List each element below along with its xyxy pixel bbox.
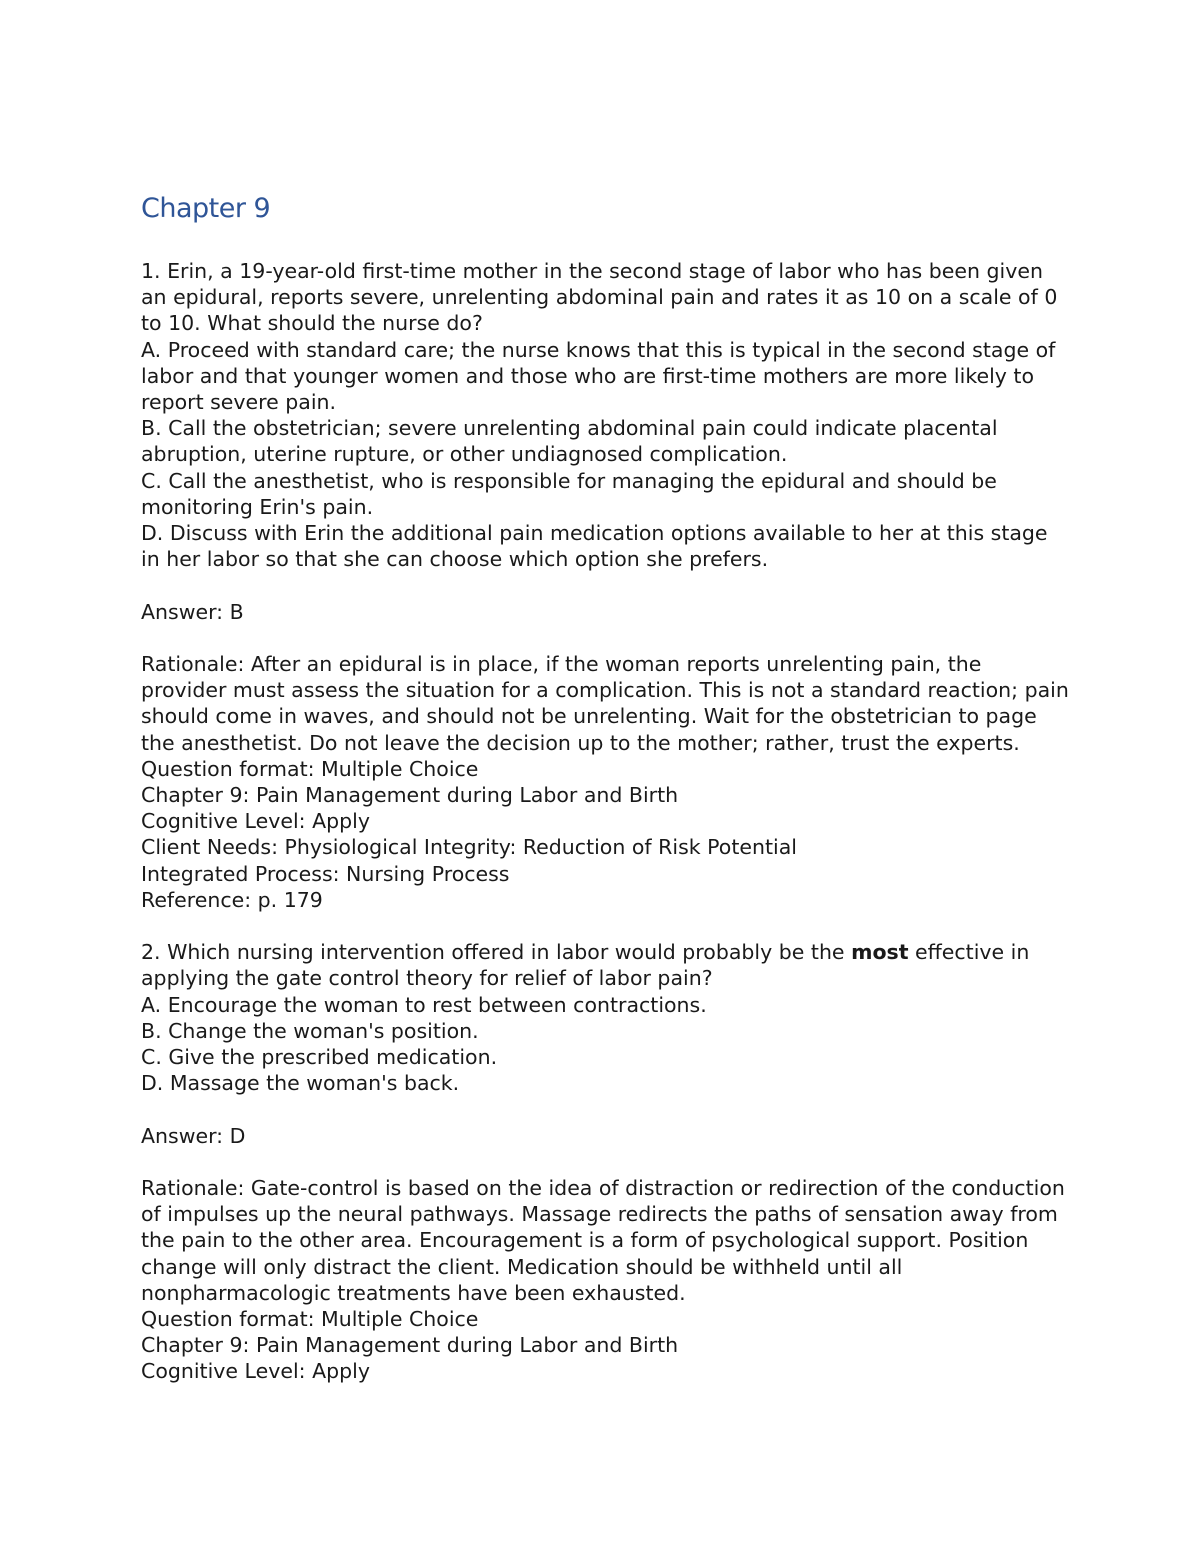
question-2-stem-emphasis: most <box>851 940 909 965</box>
question-1-reference: Reference: p. 179 <box>141 887 323 912</box>
question-2-cognitive-level: Cognitive Level: Apply <box>141 1359 370 1384</box>
question-2 <box>141 939 1071 1384</box>
question-2-answer: Answer: D <box>141 1123 246 1148</box>
question-2-stem-start: 2. Which nursing intervention offered in labor would probably be the <box>141 940 852 965</box>
question-2-option-c: C. Give the prescribed medication. <box>141 1045 498 1070</box>
question-2-option-d: D. Massage the woman's back. <box>141 1071 460 1096</box>
question-2-option-b: B. Change the woman's position. <box>141 1018 479 1043</box>
question-2-stem <box>141 939 1071 991</box>
document-page <box>141 190 1071 1385</box>
question-2-chapter: Chapter 9: Pain Management during Labor and Birth <box>141 1333 679 1358</box>
question-1-rationale: Rationale: After an epidural is in place, if the woman reports unrelenting pain, the provider must assess the situation for a complication. This is not a standard reaction; pain should come in waves, and should not be unrelenting. Wait for the obstetrician to page the anesthetist. Do not leave the decision up to the mother; rather, trust the experts. <box>141 652 1069 755</box>
question-2-rationale: Rationale: Gate-control is based on the idea of distraction or redirection of the conduction of impulses up the neural pathways. Massage redirects the paths of sensation away from the pain to the other area. Encouragement is a form of psychological support. Position change will only distract the client. Medication should be withheld until all nonpharmacologic treatments have been exhausted. <box>141 1176 1065 1305</box>
question-2-stem-end: effective in applying the gate control theory for relief of labor pain? <box>141 940 1030 991</box>
question-1-format: Question format: Multiple Choice <box>141 756 479 781</box>
question-1-integrated-process: Integrated Process: Nursing Process <box>141 861 510 886</box>
chapter-heading: Chapter 9 <box>141 193 271 224</box>
question-1-stem: 1. Erin, a 19-year-old first-time mother in the second stage of labor who has been given an epidural, reports severe, unrelenting abdominal pain and rates it as 10 on a scale of 0 to 10. What should the nurse do? <box>141 259 1058 336</box>
question-1-option-b: B. Call the obstetrician; severe unrelenting abdominal pain could indicate placental abruption, uterine rupture, or other undiagnosed complication. <box>141 416 998 467</box>
question-1-option-a: A. Proceed with standard care; the nurse knows that this is typical in the second stage of labor and that younger women and those who are first-time mothers are more likely to report severe pain. <box>141 337 1056 415</box>
question-1-cognitive-level: Cognitive Level: Apply <box>141 809 370 834</box>
question-1-option-c: C. Call the anesthetist, who is responsible for managing the epidural and should be monitoring Erin's pain. <box>141 468 997 519</box>
question-2-format: Question format: Multiple Choice <box>141 1307 479 1332</box>
question-2-option-a: A. Encourage the woman to rest between contractions. <box>141 992 707 1017</box>
question-1-option-d: D. Discuss with Erin the additional pain medication options available to her at this stage in her labor so that she can choose which option she prefers. <box>141 521 1048 572</box>
question-1-client-needs: Client Needs: Physiological Integrity: Reduction of Risk Potential <box>141 835 797 860</box>
question-1-answer: Answer: B <box>141 599 244 624</box>
question-1-chapter: Chapter 9: Pain Management during Labor and Birth <box>141 783 679 808</box>
question-1 <box>141 258 1071 913</box>
